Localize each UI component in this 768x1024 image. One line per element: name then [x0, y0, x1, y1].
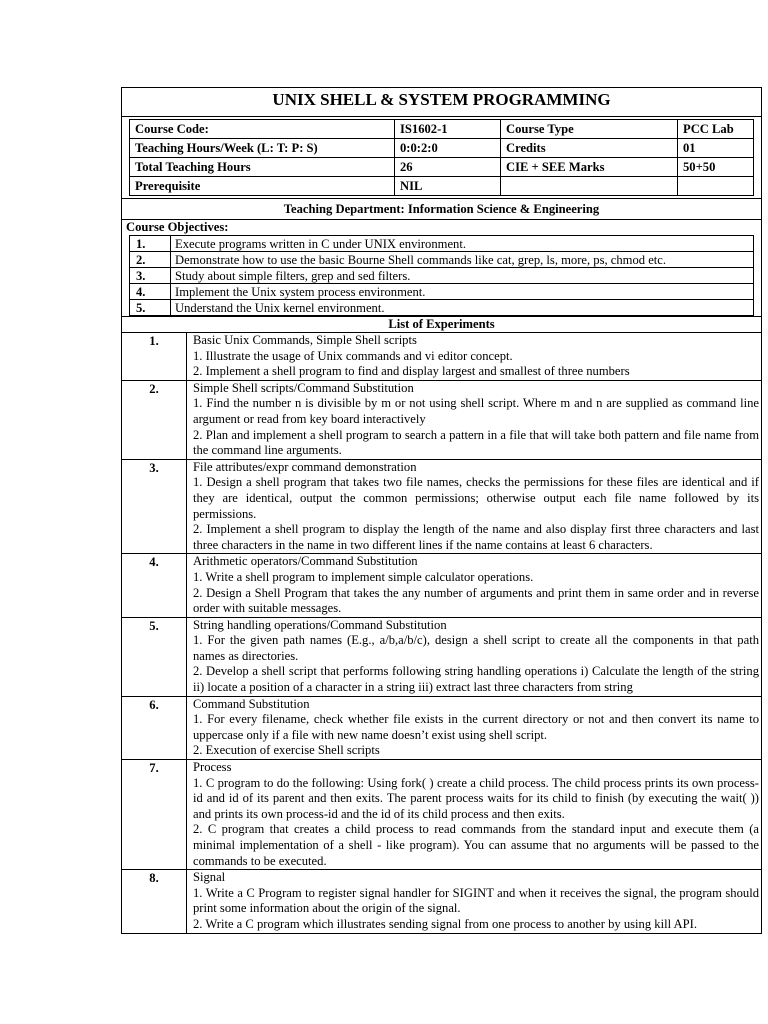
- experiments-table: [122, 333, 761, 933]
- syllabus-frame: [121, 87, 762, 934]
- objective-number: 5.: [130, 300, 171, 316]
- info-cell: CIE + SEE Marks: [501, 158, 678, 177]
- info-cell: Course Code:: [130, 120, 395, 139]
- experiment-title: Arithmetic operators/Command Substitution: [193, 554, 418, 569]
- objective-row: [130, 268, 754, 284]
- experiment-task: 1. Illustrate the usage of Unix commands and vi editor concept.: [193, 348, 513, 363]
- experiment-task: 2. Design a Shell Program that takes the any number of arguments and print them in same order and in reverse order with suitable messages.: [193, 585, 759, 616]
- info-cell: Credits: [501, 139, 678, 158]
- experiments-heading: List of Experiments: [122, 317, 761, 333]
- info-cell: 50+50: [678, 158, 754, 177]
- experiment-task: 2. Implement a shell program to display the length of the name and also display first three characters and last three characters in the name in two different lines if the name contains at least 6 characters.: [193, 522, 759, 552]
- objective-row: [130, 284, 754, 300]
- experiment-task: 1. Design a shell program that takes two file names, checks the permissions for these files are identical and if they are identical, output the common permissions; otherwise output each file name followed by its permissions.: [193, 475, 759, 521]
- experiment-body: [187, 459, 762, 554]
- objective-text: Demonstrate how to use the basic Bourne Shell commands like cat, grep, ls, more, ps, chmod etc.: [171, 252, 754, 268]
- objective-text: Implement the Unix system process environment.: [171, 284, 754, 300]
- experiment-body: [187, 696, 762, 759]
- experiment-task: 1. Write a C Program to register signal handler for SIGINT and when it receives the signal, the program should print some information about the origin of the signal.: [193, 885, 759, 916]
- info-cell: NIL: [395, 177, 501, 196]
- info-row: [130, 158, 754, 177]
- experiment-body: [187, 333, 762, 380]
- objectives-table: [129, 235, 754, 316]
- info-row: [130, 177, 754, 196]
- info-cell: Prerequisite: [130, 177, 395, 196]
- experiment-task: 1. C program to do the following: Using fork( ) create a child process. The child process prints its own process-id and id of its parent and then exits. The parent process waits for its child to finish (by executing the wait( )) and prints its own process-id and the id of its child process and then exits.: [193, 775, 759, 821]
- experiment-task: 2. Implement a shell program to find and display largest and smallest of three numbers: [193, 364, 630, 379]
- experiment-number: 7.: [122, 760, 187, 870]
- objective-text: Execute programs written in C under UNIX environment.: [171, 236, 754, 252]
- experiment-title: Basic Unix Commands, Simple Shell scripts: [193, 333, 417, 347]
- experiment-number: 2.: [122, 380, 187, 459]
- experiment-task: 2. Plan and implement a shell program to search a pattern in a file that will take both pattern and file name from the command line arguments.: [193, 427, 759, 458]
- experiment-task: 1. For the given path names (E.g., a/b,a/b/c), design a shell script to create all the components in that path names as directories.: [193, 633, 759, 663]
- experiment-row: [122, 554, 761, 617]
- course-info-table: [129, 119, 754, 196]
- objective-row: [130, 236, 754, 252]
- experiment-row: [122, 333, 761, 380]
- experiment-row: [122, 380, 761, 459]
- experiment-title: File attributes/expr command demonstration: [193, 459, 417, 474]
- experiment-number: 6.: [122, 696, 187, 759]
- objective-number: 3.: [130, 268, 171, 284]
- experiment-title: Simple Shell scripts/Command Substitution: [193, 380, 414, 395]
- course-info-section: [122, 117, 761, 199]
- experiment-title: Process: [193, 760, 232, 775]
- info-cell: IS1602-1: [395, 120, 501, 139]
- info-cell: [678, 177, 754, 196]
- experiment-task: 1. Write a shell program to implement simple calculator operations.: [193, 569, 534, 584]
- objective-number: 1.: [130, 236, 171, 252]
- experiment-task: 2. C program that creates a child process to read commands from the standard input and execute them (a minimal implementation of a shell - like program). You can assume that no arguments will be passed to the commands to be executed.: [193, 822, 759, 868]
- experiment-number: 1.: [122, 333, 187, 380]
- experiment-task: 2. Write a C program which illustrates sending signal from one process to another by using kill API.: [193, 916, 697, 931]
- experiment-title: String handling operations/Command Substitution: [193, 617, 447, 632]
- objective-row: [130, 252, 754, 268]
- info-cell: 26: [395, 158, 501, 177]
- experiment-row: [122, 617, 761, 696]
- experiment-row: [122, 459, 761, 554]
- experiment-row: [122, 760, 761, 870]
- objective-number: 2.: [130, 252, 171, 268]
- experiment-number: 3.: [122, 459, 187, 554]
- info-cell: Teaching Hours/Week (L: T: P: S): [130, 139, 395, 158]
- info-cell: Course Type: [501, 120, 678, 139]
- experiment-task: 1. Find the number n is divisible by m or not using shell script. Where m and n are supplied as command line argument or read from key board interactively: [193, 396, 759, 426]
- experiment-number: 8.: [122, 870, 187, 933]
- experiment-task: 1. For every filename, check whether file exists in the current directory or not and then convert its name to uppercase only if a file with new name doesn’t exist using shell script.: [193, 712, 759, 742]
- page-title: UNIX SHELL & SYSTEM PROGRAMMING: [122, 88, 761, 117]
- department-line: Teaching Department: Information Science & Engineering: [122, 199, 761, 220]
- objective-text: Study about simple filters, grep and sed filters.: [171, 268, 754, 284]
- objectives-section: [122, 235, 761, 317]
- info-row: [130, 139, 754, 158]
- info-row: [130, 120, 754, 139]
- objectives-heading: Course Objectives:: [126, 220, 229, 234]
- objective-number: 4.: [130, 284, 171, 300]
- experiment-body: [187, 554, 762, 617]
- experiment-title: Signal: [193, 870, 226, 885]
- experiment-body: [187, 380, 762, 459]
- experiment-number: 4.: [122, 554, 187, 617]
- objective-row: [130, 300, 754, 316]
- info-cell: 01: [678, 139, 754, 158]
- experiment-body: [187, 617, 762, 696]
- info-cell: Total Teaching Hours: [130, 158, 395, 177]
- experiment-body: [187, 760, 762, 870]
- info-cell: 0:0:2:0: [395, 139, 501, 158]
- info-cell: PCC Lab: [678, 120, 754, 139]
- experiment-row: [122, 696, 761, 759]
- experiment-body: [187, 870, 762, 933]
- experiment-row: [122, 870, 761, 933]
- experiment-number: 5.: [122, 617, 187, 696]
- objective-text: Understand the Unix kernel environment.: [171, 300, 754, 316]
- experiment-task: 2. Develop a shell script that performs following string handling operations i) Calculate the length of the string ii) locate a position of a character in a string iii) extract last three characters from string: [193, 664, 759, 695]
- info-cell: [501, 177, 678, 196]
- experiment-task: 2. Execution of exercise Shell scripts: [193, 743, 380, 758]
- experiment-title: Command Substitution: [193, 696, 310, 711]
